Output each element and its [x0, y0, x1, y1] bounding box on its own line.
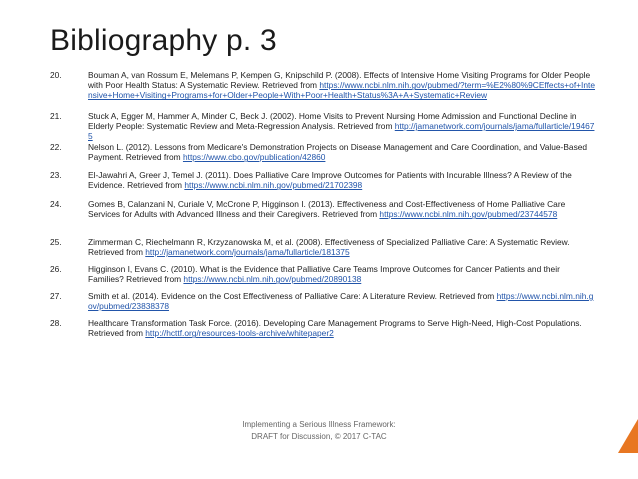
reference-text — [88, 291, 595, 318]
reference-number: 27. — [50, 291, 62, 301]
reference-number: 22. — [50, 142, 62, 152]
reference-number: 23. — [50, 170, 62, 180]
reference-link[interactable]: http://jamanetwork.com/journals/jama/fullarticle/194675 — [88, 121, 595, 142]
reference-text — [88, 318, 595, 342]
reference-number: 24. — [50, 199, 62, 209]
reference-link[interactable]: https://www.ncbi.nlm.nih.gov/pubmed/23744578 — [379, 209, 558, 220]
reference-text — [88, 199, 595, 237]
reference-number: 20. — [50, 70, 62, 80]
reference-text — [88, 237, 595, 264]
reference-citation: Higginson I, Evans C. (2010). What is the Evidence that Palliative Care Teams Improve Outcomes for Cancer Patients and their Families? Retrieved from — [88, 264, 560, 285]
reference-citation: Zimmerman C, Riechelmann R, Krzyzanowska M, et al. (2008). Effectiveness of Specialized Palliative Care: A Systematic Review. Retrieved from — [88, 237, 570, 258]
reference-list — [50, 70, 595, 342]
reference-link[interactable]: http://hcttf.org/resources-tools-archive/whitepaper2 — [145, 328, 334, 339]
reference-link[interactable]: https://www.ncbi.nlm.nih.gov/pubmed/21702398 — [184, 180, 363, 191]
reference-citation: Smith et al. (2014). Evidence on the Cost Effectiveness of Palliative Care: A Literature Review. Retrieved from — [88, 291, 497, 301]
reference-citation: Nelson L. (2012). Lessons from Medicare's Demonstration Projects on Disease Management and Care Coordination, and Value-Based Payment. Retrieved from — [88, 142, 588, 163]
reference-link[interactable]: https://www.ncbi.nlm.nih.gov/pubmed/23838378 — [88, 291, 594, 312]
reference-citation: Bouman A, van Rossum E, Melemans P, Kempen G, Knipschild P. (2008). Effects of Intensive Home Visiting Programs for Older People with Poor Health Status: A Systematic Review. Retrieved from — [88, 70, 591, 91]
reference-citation: El-Jawahri A, Greer J, Temel J. (2011). Does Palliative Care Improve Outcomes for Patients with Incurable Illness? A Review of the Evidence. Retrieved from — [88, 170, 572, 191]
reference-item — [50, 291, 595, 318]
reference-item — [50, 70, 595, 111]
corner-accent — [615, 0, 638, 479]
reference-item — [50, 264, 595, 291]
reference-text — [88, 170, 595, 199]
reference-link[interactable]: https://www.ncbi.nlm.nih.gov/pubmed/?term=%E2%80%9CEffects+of+Intensive+Home+Visiting+Programs+for+Older+People+With+Poor+Health+Status%3A+A+Systematic+Review — [88, 80, 596, 101]
reference-number: 25. — [50, 237, 62, 247]
reference-citation: Stuck A, Egger M, Hammer A, Minder C, Beck J. (2002). Home Visits to Prevent Nursing Home Admission and Functional Decline in Elderly People: Systematic Review and Meta-Regression Analysis. Retrieved from — [88, 111, 577, 132]
reference-number: 28. — [50, 318, 62, 328]
reference-number: 26. — [50, 264, 62, 274]
page-title: Bibliography p. 3 — [50, 24, 277, 57]
reference-link[interactable]: https://www.cbo.gov/publication/42860 — [182, 152, 326, 163]
reference-text — [88, 111, 595, 142]
reference-link[interactable]: https://www.ncbi.nlm.nih.gov/pubmed/20890138 — [183, 274, 362, 285]
footer-line: DRAFT for Discussion, © 2017 C-TAC — [251, 432, 387, 441]
reference-link[interactable]: http://jamanetwork.com/journals/jama/fullarticle/181375 — [145, 247, 350, 258]
reference-text — [88, 70, 595, 111]
reference-text — [88, 142, 595, 170]
reference-item — [50, 170, 595, 199]
reference-text — [88, 264, 595, 291]
reference-item — [50, 142, 595, 170]
reference-citation: Gomes B, Calanzani N, Curiale V, McCrone P, Higginson I. (2013). Effectiveness and Cost-Effectiveness of Home Palliative Care Services for Adults with Advanced Illness and their Caregivers. Retrieved from — [88, 199, 566, 220]
reference-item — [50, 318, 595, 342]
accent-shape — [618, 419, 638, 453]
reference-number: 21. — [50, 111, 62, 121]
reference-item — [50, 199, 595, 237]
reference-item — [50, 237, 595, 264]
footer — [200, 419, 438, 443]
reference-citation: Healthcare Transformation Task Force. (2016). Developing Care Management Programs to Serve High-Need, High-Cost Populations. Retrieved from — [88, 318, 582, 339]
reference-item — [50, 111, 595, 142]
footer-line: Implementing a Serious Illness Framework: — [242, 420, 396, 429]
